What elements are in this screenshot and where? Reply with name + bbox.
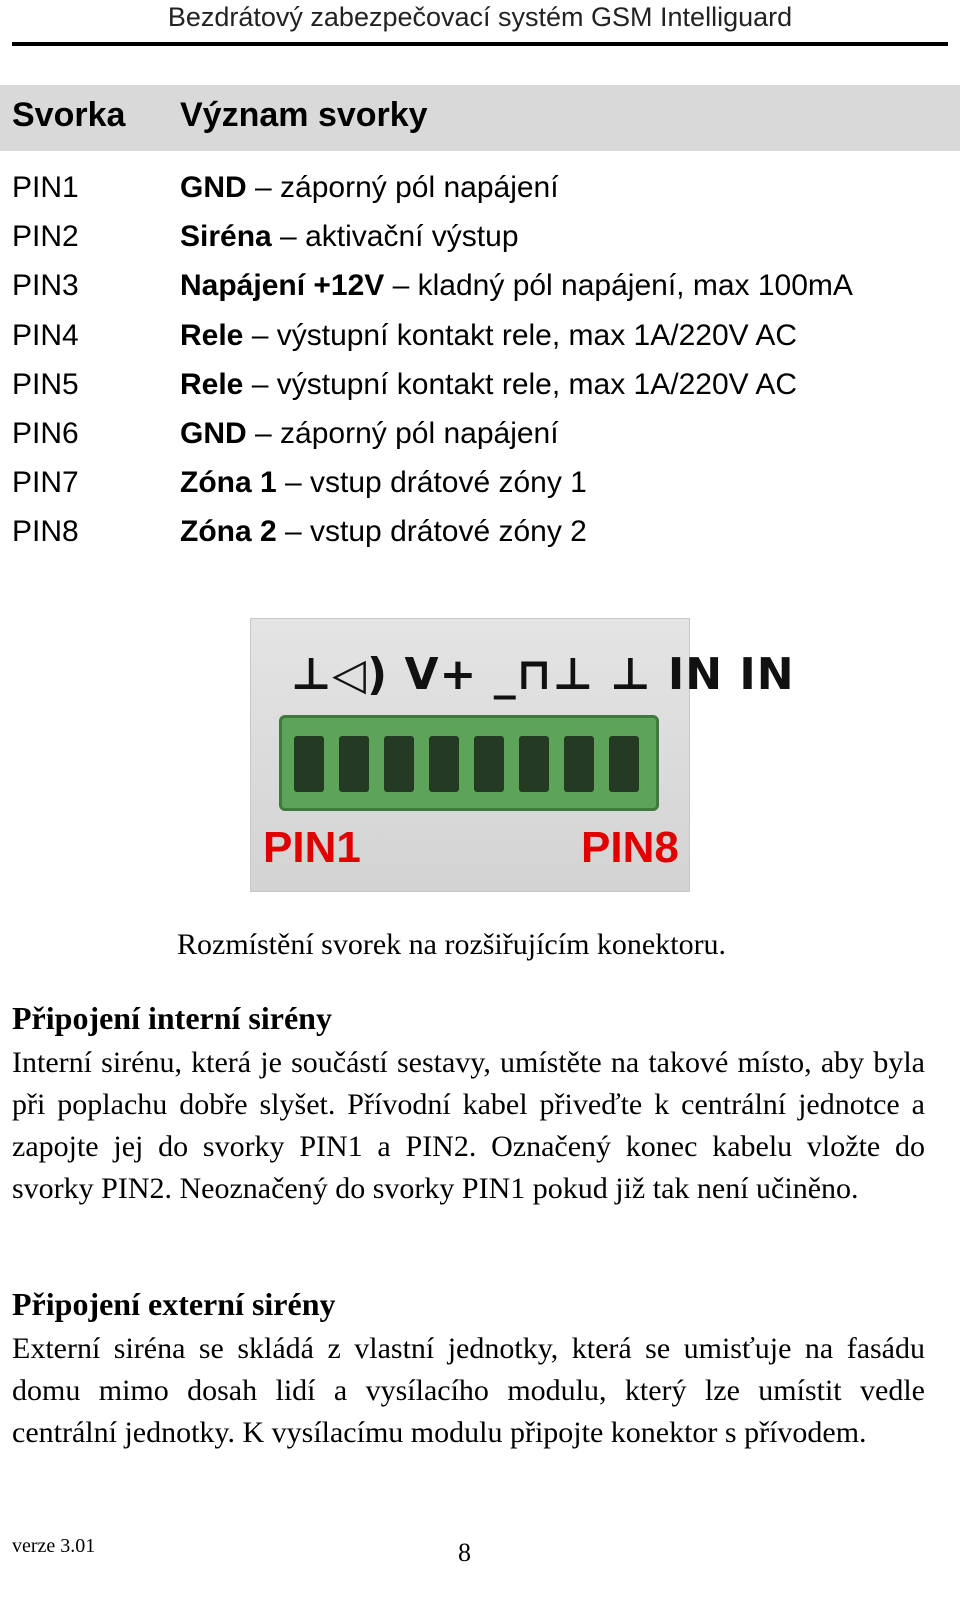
pin-description: – záporný pól napájení xyxy=(246,171,559,204)
header-divider xyxy=(12,42,948,46)
connector-photo xyxy=(250,618,795,892)
pin-function: Zóna 1 xyxy=(180,466,277,499)
pin-description: – výstupní kontakt rele, max 1A/220V AC xyxy=(243,319,797,352)
pin-id: PIN6 xyxy=(12,417,79,450)
pin-function: Rele xyxy=(180,319,244,352)
terminal-slot xyxy=(564,736,594,792)
pin-meaning xyxy=(180,416,559,452)
pin-description: – vstup drátové zóny 1 xyxy=(276,466,587,499)
column-header-meaning: Význam svorky xyxy=(180,96,428,134)
pin-description: – výstupní kontakt rele, max 1A/220V AC xyxy=(243,368,797,401)
pin-meaning xyxy=(180,219,519,255)
paragraph-internal-siren: Interní sirénu, která je součástí sestavy, umístěte na takové místo, aby byla při poplachu dobře slyšet. Přívodní kabel přiveďte k centrální jednotce a zapojte jej do svorky PIN1 a PIN2. Označený konec kabelu vložte do svorky PIN2. Neoznačený do svorky PIN1 pokud již tak není učiněno. xyxy=(12,1046,925,1205)
terminal-slot xyxy=(384,736,414,792)
pin1-label: PIN1 xyxy=(263,823,361,872)
terminal-slot xyxy=(294,736,324,792)
figure-caption: Rozmístění svorek na rozšiřujícím konektoru. xyxy=(177,928,727,961)
terminal-slot xyxy=(609,736,639,792)
pin-id: PIN8 xyxy=(12,515,79,548)
page-header-title: Bezdrátový zabezpečovací systém GSM Intelliguard xyxy=(167,2,793,32)
page-number: 8 xyxy=(458,1538,471,1567)
terminal-slot xyxy=(429,736,459,792)
paragraph-external-siren: Externí siréna se skládá z vlastní jednotky, která se umisťuje na fasádu domu mimo dosah lidí a vysílacího modulu, který lze umístit vedle centrální jednotky. K vysílacímu modulu připojte konektor s přívodem. xyxy=(12,1332,925,1449)
pin-function: Rele xyxy=(180,368,244,401)
pin-description: – záporný pól napájení xyxy=(246,417,559,450)
footer-version: verze 3.01 xyxy=(12,1535,96,1557)
table-row xyxy=(0,458,960,508)
pin-id: PIN1 xyxy=(12,171,79,204)
pin-function: Napájení +12V xyxy=(180,269,385,302)
green-terminal-block xyxy=(279,715,659,811)
table-row xyxy=(0,311,960,361)
pin-description: – aktivační výstup xyxy=(271,220,519,253)
pin-meaning xyxy=(180,514,587,550)
terminal-slot xyxy=(519,736,549,792)
pin-id: PIN4 xyxy=(12,319,79,352)
pin-meaning xyxy=(180,367,797,403)
pin-id: PIN2 xyxy=(12,220,79,253)
pin-table-header xyxy=(0,85,960,151)
table-row xyxy=(0,360,960,410)
pin-meaning xyxy=(180,318,797,354)
table-row xyxy=(0,507,960,557)
terminal-slot xyxy=(339,736,369,792)
pin-meaning xyxy=(180,268,853,304)
pin-description: – kladný pól napájení, max 100mA xyxy=(384,269,853,302)
pin-id: PIN5 xyxy=(12,368,79,401)
pin-function: GND xyxy=(180,171,247,204)
pin8-label: PIN8 xyxy=(581,823,679,872)
pin-meaning xyxy=(180,170,559,206)
column-header-terminal: Svorka xyxy=(12,96,126,134)
table-row xyxy=(0,261,960,311)
terminal-slot xyxy=(474,736,504,792)
pin-function: GND xyxy=(180,417,247,450)
connector-symbol-row: ⊥◁) V+ _⊓⊥ ⊥ IN IN xyxy=(291,649,795,700)
pin-description: – vstup drátové zóny 2 xyxy=(276,515,587,548)
table-row xyxy=(0,409,960,459)
section-title-internal-siren: Připojení interní sirény xyxy=(12,1000,332,1036)
pin-id: PIN7 xyxy=(12,466,79,499)
pin-function: Siréna xyxy=(180,220,272,253)
table-row xyxy=(0,212,960,262)
pin-id: PIN3 xyxy=(12,269,79,302)
table-row xyxy=(0,163,960,213)
pin-function: Zóna 2 xyxy=(180,515,277,548)
section-title-external-siren: Připojení externí sirény xyxy=(12,1286,336,1322)
pin-meaning xyxy=(180,465,587,501)
